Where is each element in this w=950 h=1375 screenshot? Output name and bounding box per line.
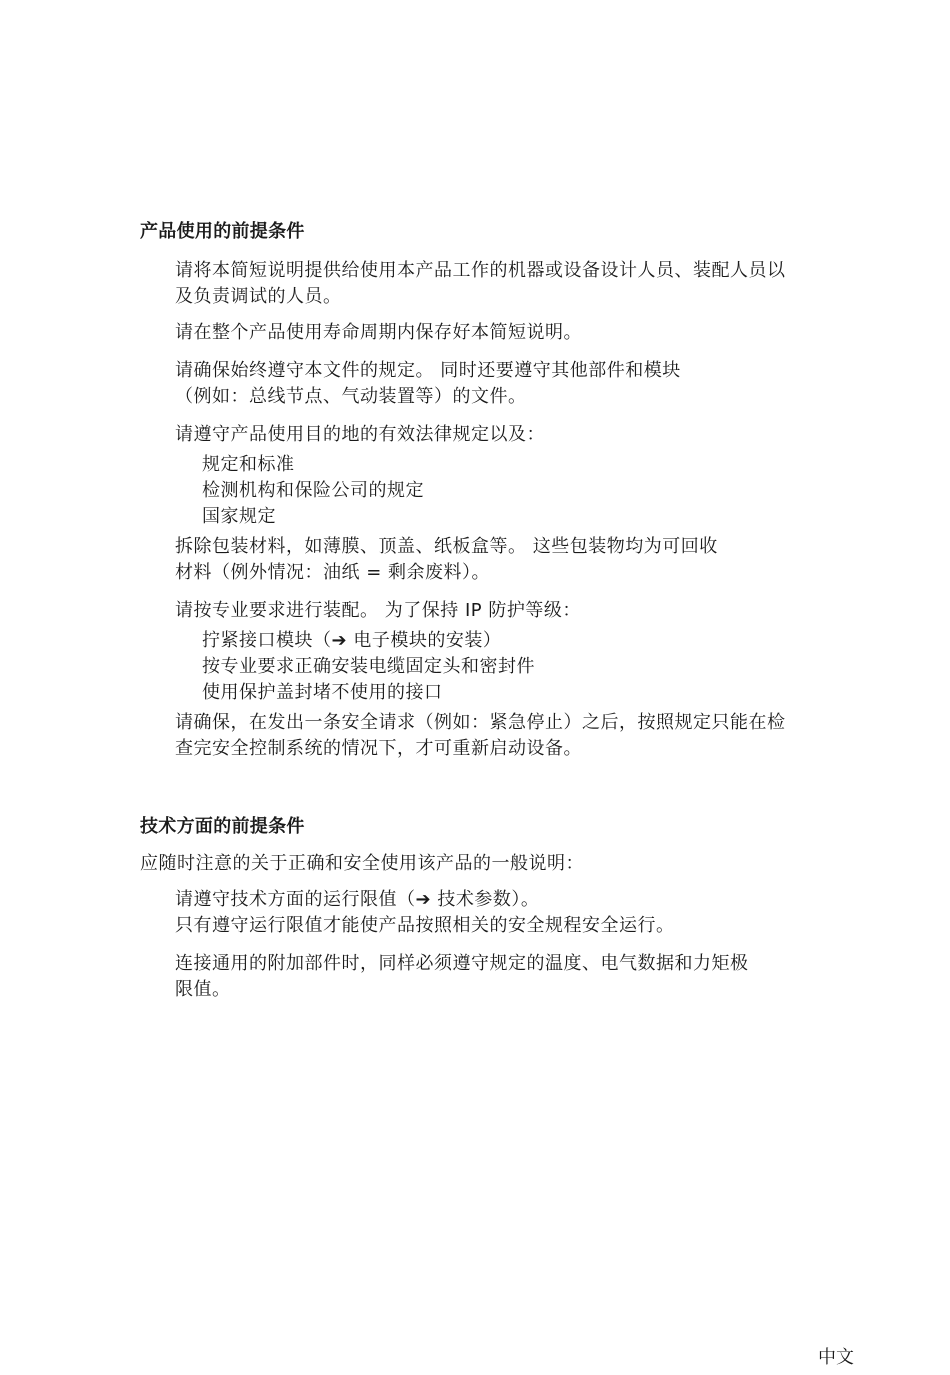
text-line: 请确保，在发出一条安全请求（例如：紧急停止）之后，按照规定只能在检 — [175, 712, 786, 733]
text-line: 只有遵守运行限值才能使产品按照相关的安全规程安全运行。 — [175, 915, 675, 936]
text-line: 请将本简短说明提供给使用本产品工作的机器或设备设计人员、装配人员以 — [175, 260, 786, 281]
legal-regulations-list — [140, 452, 870, 530]
paragraph-legal-regulations: 请遵守产品使用目的地的有效法律规定以及： — [175, 424, 545, 445]
text-line: 请确保始终遵守本文件的规定。 同时还要遵守其他部件和模块 — [175, 360, 681, 381]
arrow-right-icon: ➔ — [331, 630, 348, 651]
text-line: 查完安全控制系统的情况下，才可重新启动设备。 — [175, 738, 582, 759]
text-line: 材料（例外情况：油纸 = 剩余废料）。 — [175, 562, 491, 583]
paragraph-operating-limits: 请遵守技术方面的运行限值（➔ 技术参数）。 只有遵守运行限值才能使产品按照相关的安全规程安全运行。 — [175, 889, 675, 936]
list-item: 检测机构和保险公司的规定 — [202, 480, 424, 501]
list-item: 拧紧接口模块（➔ 电子模块的安装） — [202, 628, 870, 654]
paragraph-provide-instructions — [175, 258, 870, 310]
list-item: 按专业要求正确安装电缆固定头和密封件 — [202, 656, 535, 677]
text-line: 及负责调试的人员。 — [175, 286, 342, 307]
section-heading: 技术方面的前提条件 — [140, 816, 305, 837]
paragraph-keep-instructions: 请在整个产品使用寿命周期内保存好本简短说明。 — [175, 322, 582, 343]
list-item: 规定和标准 — [202, 454, 295, 475]
paragraph-additional-components — [175, 951, 870, 1003]
list-item: 使用保护盖封堵不使用的接口 — [202, 682, 443, 703]
paragraph-safety-request — [175, 710, 870, 762]
paragraph-packaging — [175, 534, 870, 586]
footer-language-label: 中文 — [818, 1347, 854, 1368]
text-line: 连接通用的附加部件时，同样必须遵守规定的温度、电气数据和力矩极 — [175, 953, 749, 974]
text-line: 限值。 — [175, 979, 231, 1000]
list-item: 国家规定 — [202, 506, 276, 527]
paragraph-assembly: 请按专业要求进行装配。 为了保持 IP 防护等级： — [175, 600, 581, 621]
section-product-use-prerequisites — [140, 220, 870, 762]
text-line: （例如：总线节点、气动装置等）的文件。 — [175, 386, 527, 407]
section-technical-prerequisites — [140, 815, 870, 1003]
section-heading: 产品使用的前提条件 — [140, 221, 305, 242]
assembly-list — [140, 628, 870, 706]
text-line: 拆除包装材料，如薄膜、顶盖、纸板盒等。 这些包装物均为可回收 — [175, 536, 718, 557]
arrow-right-icon: ➔ — [415, 889, 432, 910]
paragraph-observe-regulations — [175, 358, 870, 410]
paragraph-general-notes: 应随时注意的关于正确和安全使用该产品的一般说明： — [140, 853, 584, 874]
